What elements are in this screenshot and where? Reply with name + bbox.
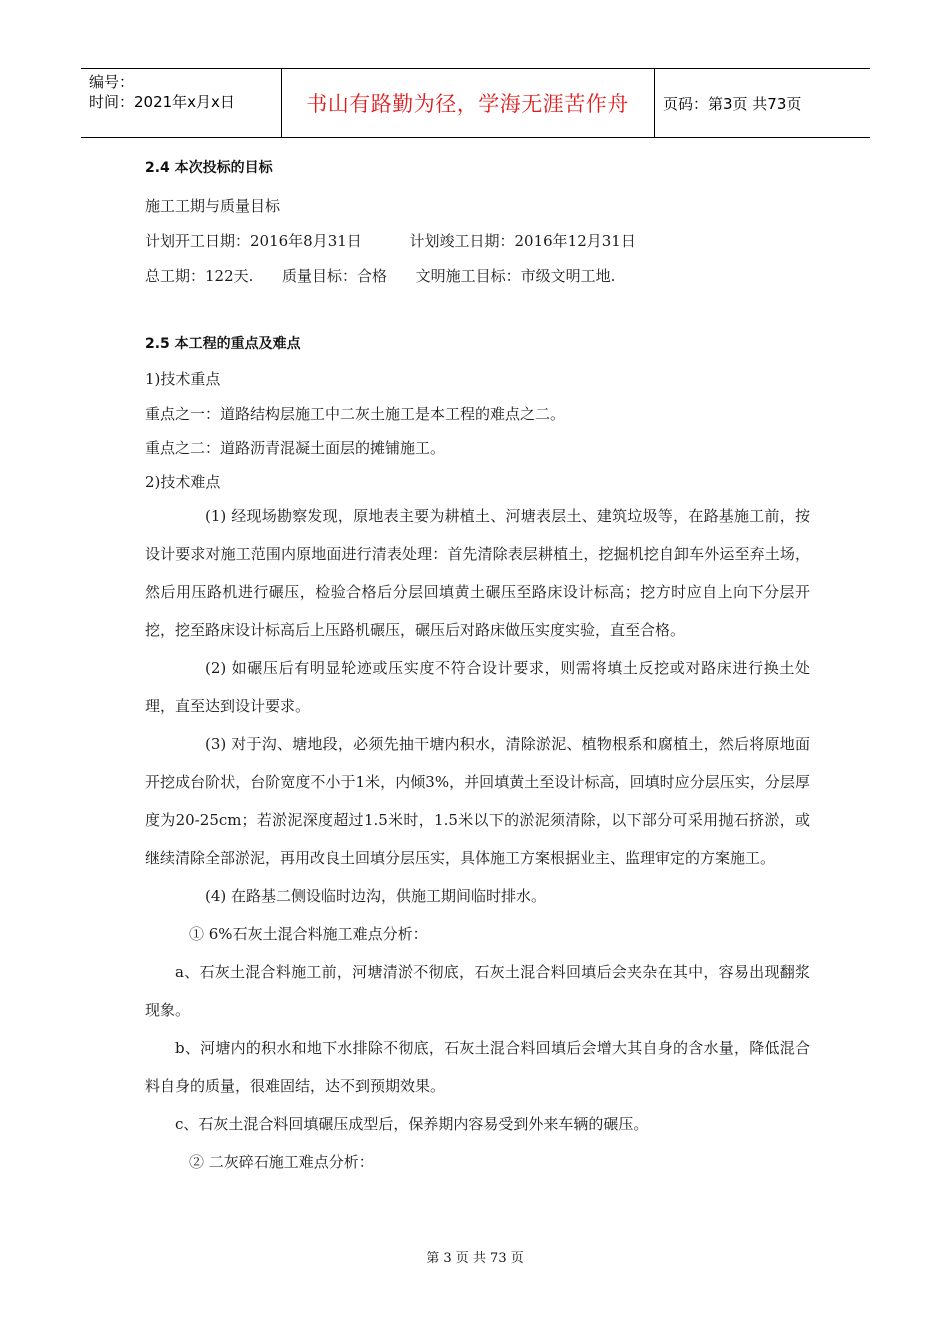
subheading: ② 二灰碎石施工难点分析： (189, 1153, 374, 1171)
header-meta (89, 72, 235, 112)
paragraph: b、河塘内的积水和地下水排除不彻底，石灰土混合料回填后会增大其自身的含水量，降低混合料自身的质量，很难固结，达不到预期效果。 (145, 1039, 810, 1095)
paragraph: 2)技术难点 (145, 473, 221, 491)
paragraph: (1) 经现场勘察发现，原地表主要为耕植土、河塘表层土、建筑垃圾等，在路基施工前，按设计要求对施工范围内原地面进行清表处理：首先清除表层耕植土，挖掘机挖自卸车外运至弃土场，然后用压路机进行碾压，检验合格后分层回填黄土碾压至路床设计标高；挖方时应自上向下分层开挖，挖至路床设计标高后上压路机碾压，碾压后对路床做压实度实验，直至合格。 (145, 507, 810, 639)
header-divider (654, 69, 655, 137)
paragraph: (4) 在路基二侧设临时边沟，供施工期间临时排水。 (205, 887, 547, 905)
paragraph: 计划开工日期：2016年8月31日 计划竣工日期：2016年12月31日 (145, 232, 636, 250)
paragraph: a、石灰土混合料施工前，河塘清淤不彻底，石灰土混合料回填后会夹杂在其中，容易出现翻浆现象。 (145, 963, 810, 1019)
paragraph: c、石灰土混合料回填碾压成型后，保养期内容易受到外来车辆的碾压。 (175, 1115, 649, 1133)
time-label: 时间：2021年x月x日 (89, 93, 235, 111)
paragraph: 重点之一：道路结构层施工中二灰土施工是本工程的难点之二。 (145, 405, 566, 423)
header-motto: 书山有路勤为径，学海无涯苦作舟 (306, 92, 629, 116)
paragraph: 1)技术重点 (145, 370, 221, 388)
page-footer: 第 3 页 共 73 页 (426, 1251, 524, 1266)
header-page-info: 页码：第3页 共73页 (663, 95, 802, 113)
paragraph: 重点之二：道路沥青混凝土面层的摊铺施工。 (145, 439, 446, 457)
section-title: 2.4 本次投标的目标 (145, 160, 273, 176)
paragraph: 施工工期与质量目标 (145, 197, 281, 215)
number-label: 编号： (89, 73, 135, 91)
paragraph: (2) 如碾压后有明显轮迹或压实度不符合设计要求，则需将填土反挖或对路床进行换土处理，直至达到设计要求。 (145, 659, 810, 715)
subheading: ① 6%石灰土混合料施工难点分析： (189, 925, 428, 943)
page-header (81, 68, 870, 138)
paragraph: 总工期：122天. 质量目标：合格 文明施工目标：市级文明工地. (145, 267, 616, 285)
paragraph: (3) 对于沟、塘地段，必须先抽干塘内积水，清除淤泥、植物根系和腐植土，然后将原地面开挖成台阶状，台阶宽度不小于1米，内倾3%，并回填黄土至设计标高，回填时应分层压实，分层厚度为20-25cm；若淤泥深度超过1.5米时，1.5米以下的淤泥须清除，以下部分可采用抛石挤淤，或继续清除全部淤泥，再用改良土回填分层压实，具体施工方案根据业主、监理审定的方案施工。 (145, 735, 810, 867)
section-title: 2.5 本工程的重点及难点 (145, 336, 301, 352)
